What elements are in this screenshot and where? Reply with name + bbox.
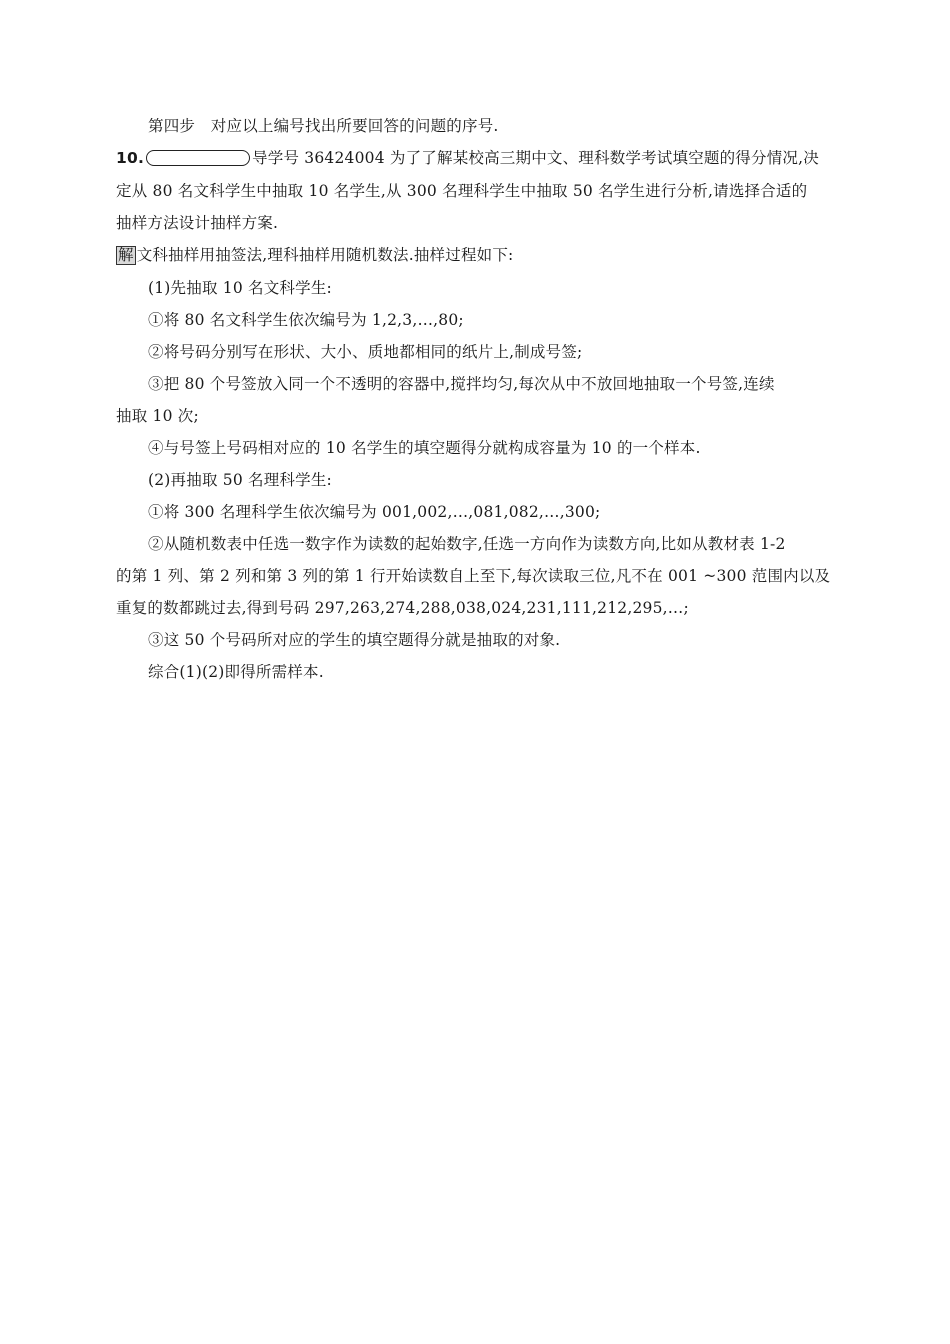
question-10-text-1: 导学号 36424004 为了了解某校高三期中文、理科数学考试填空题的得分情况,决 xyxy=(252,149,819,167)
question-10-line-2: 定从 80 名文科学生中抽取 10 名学生,从 300 名理科学生中抽取 50 名学生进行分析,请选择合适的 xyxy=(116,182,808,200)
part2-step2-line3: 重复的数都跳过去,得到号码 297,263,274,288,038,024,231,111,212,295,…; xyxy=(116,599,689,617)
part2-step2-line1: ②从随机数表中任选一数字作为读数的起始数字,任选一方向作为读数方向,比如从教材表 1-2 xyxy=(148,535,786,553)
part2-step3: ③这 50 个号码所对应的学生的填空题得分就是抽取的对象. xyxy=(148,631,561,649)
part1-step1: ①将 80 名文科学生依次编号为 1,2,3,…,80; xyxy=(148,311,464,329)
part2-title: (2)再抽取 50 名理科学生: xyxy=(148,471,332,489)
solution-text: 文科抽样用抽签法,理科抽样用随机数法.抽样过程如下: xyxy=(136,246,514,264)
summary-line: 综合(1)(2)即得所需样本. xyxy=(148,663,324,681)
part1-step3-line1: ③把 80 个号签放入同一个不透明的容器中,搅拌均匀,每次从中不放回地抽取一个号签,连续 xyxy=(148,375,775,393)
part1-step3-line2: 抽取 10 次; xyxy=(116,407,199,425)
part1-step4: ④与号签上号码相对应的 10 名学生的填空题得分就构成容量为 10 的一个样本. xyxy=(148,439,701,457)
question-10-line-1 xyxy=(116,148,819,169)
part2-step1: ①将 300 名理科学生依次编号为 001,002,…,081,082,…,300; xyxy=(148,503,601,521)
solution-label-box: 解 xyxy=(118,246,134,264)
part2-step2-line2: 的第 1 列、第 2 列和第 3 列的第 1 行开始读数自上至下,每次读取三位,凡不在 001 ~300 范围内以及 xyxy=(116,567,831,585)
solution-line xyxy=(116,245,513,265)
question-number: 10. xyxy=(116,149,145,167)
part1-step2: ②将号码分别写在形状、大小、质地都相同的纸片上,制成号签; xyxy=(148,343,583,361)
question-10-line-3: 抽样方法设计抽样方案. xyxy=(116,214,279,232)
part1-title: (1)先抽取 10 名文科学生: xyxy=(148,279,332,297)
blank-pill-box xyxy=(146,150,250,166)
step4-line: 第四步 对应以上编号找出所要回答的问题的序号. xyxy=(148,117,499,135)
